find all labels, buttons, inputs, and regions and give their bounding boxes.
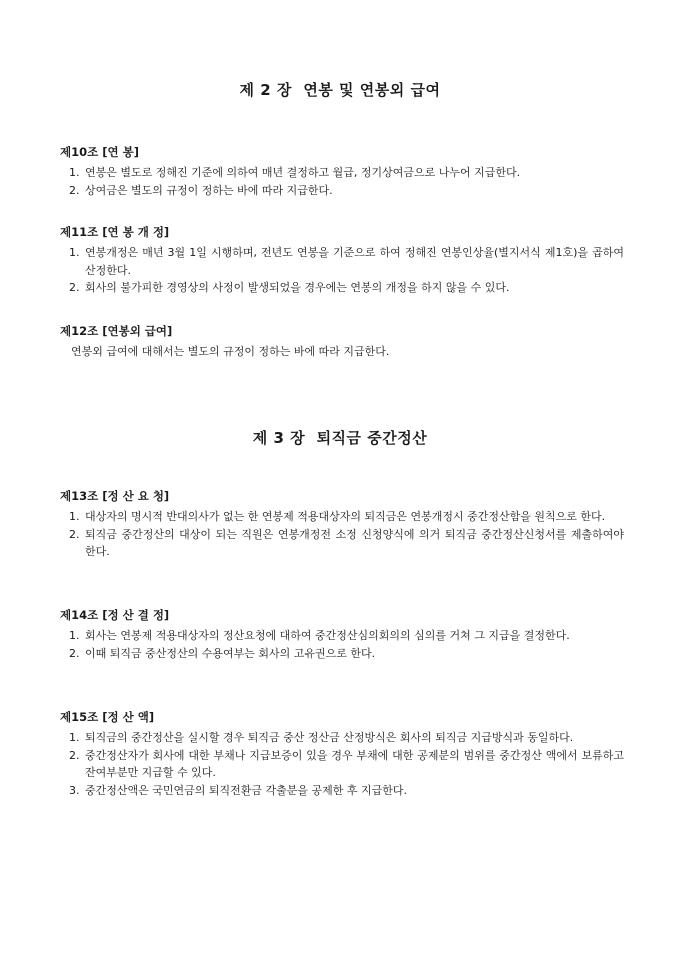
item-text: 중간정산자가 회사에 대한 부채나 지급보증이 있을 경우 부채에 대한 공제분의 범위를 중간정산 액에서 보류하고 잔여부분만 지급할 수 있다. — [85, 748, 624, 779]
item-number: 2. — [69, 646, 80, 660]
list-item — [60, 782, 624, 800]
item-text: 상여금은 별도의 규정이 정하는 바에 따라 지급한다. — [85, 183, 333, 197]
article-10-items — [60, 164, 624, 199]
item-number: 1. — [69, 246, 80, 259]
chapter-2-title: 제 2 장 연봉 및 연봉외 급여 — [239, 81, 441, 99]
article-10-heading: 제10조 [연 봉] — [60, 145, 139, 159]
article-13-heading: 제13조 [정 산 요 청] — [60, 489, 170, 503]
item-number: 1. — [69, 731, 80, 744]
item-text: 대상자의 명시적 반대의사가 없는 한 연봉제 적용대상자의 퇴직금은 연봉개정시 중간정산함을 원칙으로 한다. — [85, 510, 606, 523]
list-item — [60, 508, 624, 526]
list-item — [60, 526, 624, 561]
item-number: 1. — [69, 510, 80, 523]
article-13 — [60, 488, 624, 561]
item-text: 퇴직금의 중간정산을 실시할 경우 퇴직금 중산 정산금 산정방식은 회사의 퇴직금 지급방식과 동일하다. — [85, 731, 574, 744]
item-text: 회사의 불가피한 경영상의 사정이 발생되었을 경우에는 연봉의 개정을 하지 않을 수 있다. — [85, 281, 510, 294]
article-15 — [60, 709, 624, 799]
article-14-items — [60, 627, 624, 662]
item-number: 2. — [69, 748, 80, 762]
article-10 — [60, 144, 624, 199]
item-number: 2. — [69, 527, 80, 541]
item-number: 1. — [69, 629, 80, 642]
article-14 — [60, 607, 624, 662]
list-item — [60, 729, 624, 747]
item-text: 회사는 연봉제 적용대상자의 정산요청에 대하여 중간정산심의회의의 심의를 거쳐 그 지급을 결정한다. — [85, 629, 570, 642]
list-item — [60, 747, 624, 782]
item-number: 2. — [69, 281, 80, 294]
item-text: 중간정산액은 국민연금의 퇴직전환금 각출분을 공제한 후 지급한다. — [85, 783, 408, 797]
list-item — [60, 645, 624, 663]
item-number: 3. — [69, 783, 80, 797]
article-12 — [60, 323, 624, 361]
article-15-heading: 제15조 [정 산 액] — [60, 710, 155, 724]
item-text: 연봉개정은 매년 3월 1일 시행하며, 전년도 연봉을 기준으로 하여 정해진 연봉인상율(별지서식 제1호)을 곱하여 산정한다. — [85, 246, 624, 277]
item-text: 이때 퇴직금 중산정산의 수용여부는 회사의 고유권으로 한다. — [85, 646, 376, 660]
list-item — [60, 182, 624, 200]
chapter-3-title: 제 3 장 퇴직금 중간정산 — [252, 429, 428, 447]
article-11 — [60, 224, 624, 297]
list-item — [60, 164, 624, 182]
item-number: 2. — [69, 183, 80, 197]
article-11-heading: 제11조 [연 봉 개 정] — [60, 225, 170, 239]
item-number: 1. — [69, 166, 80, 179]
article-11-items — [60, 244, 624, 297]
list-item — [60, 244, 624, 279]
article-13-items — [60, 508, 624, 561]
article-15-items — [60, 729, 624, 799]
list-item — [60, 279, 624, 297]
item-text: 연봉은 별도로 정해진 기준에 의하여 매년 결정하고 월급, 정기상여금으로 나누어 지급한다. — [85, 166, 521, 179]
article-12-text: 연봉외 급여에 대해서는 별도의 규정이 정하는 바에 따라 지급한다. — [71, 345, 390, 358]
article-12-heading: 제12조 [연봉외 급여] — [60, 324, 173, 338]
list-item — [60, 627, 624, 645]
article-14-heading: 제14조 [정 산 결 정] — [60, 608, 170, 622]
item-text: 퇴직금 중간정산의 대상이 되는 직원은 연봉개정전 소정 신청양식에 의거 퇴직금 중간정산신청서를 제출하여야 한다. — [85, 527, 624, 558]
